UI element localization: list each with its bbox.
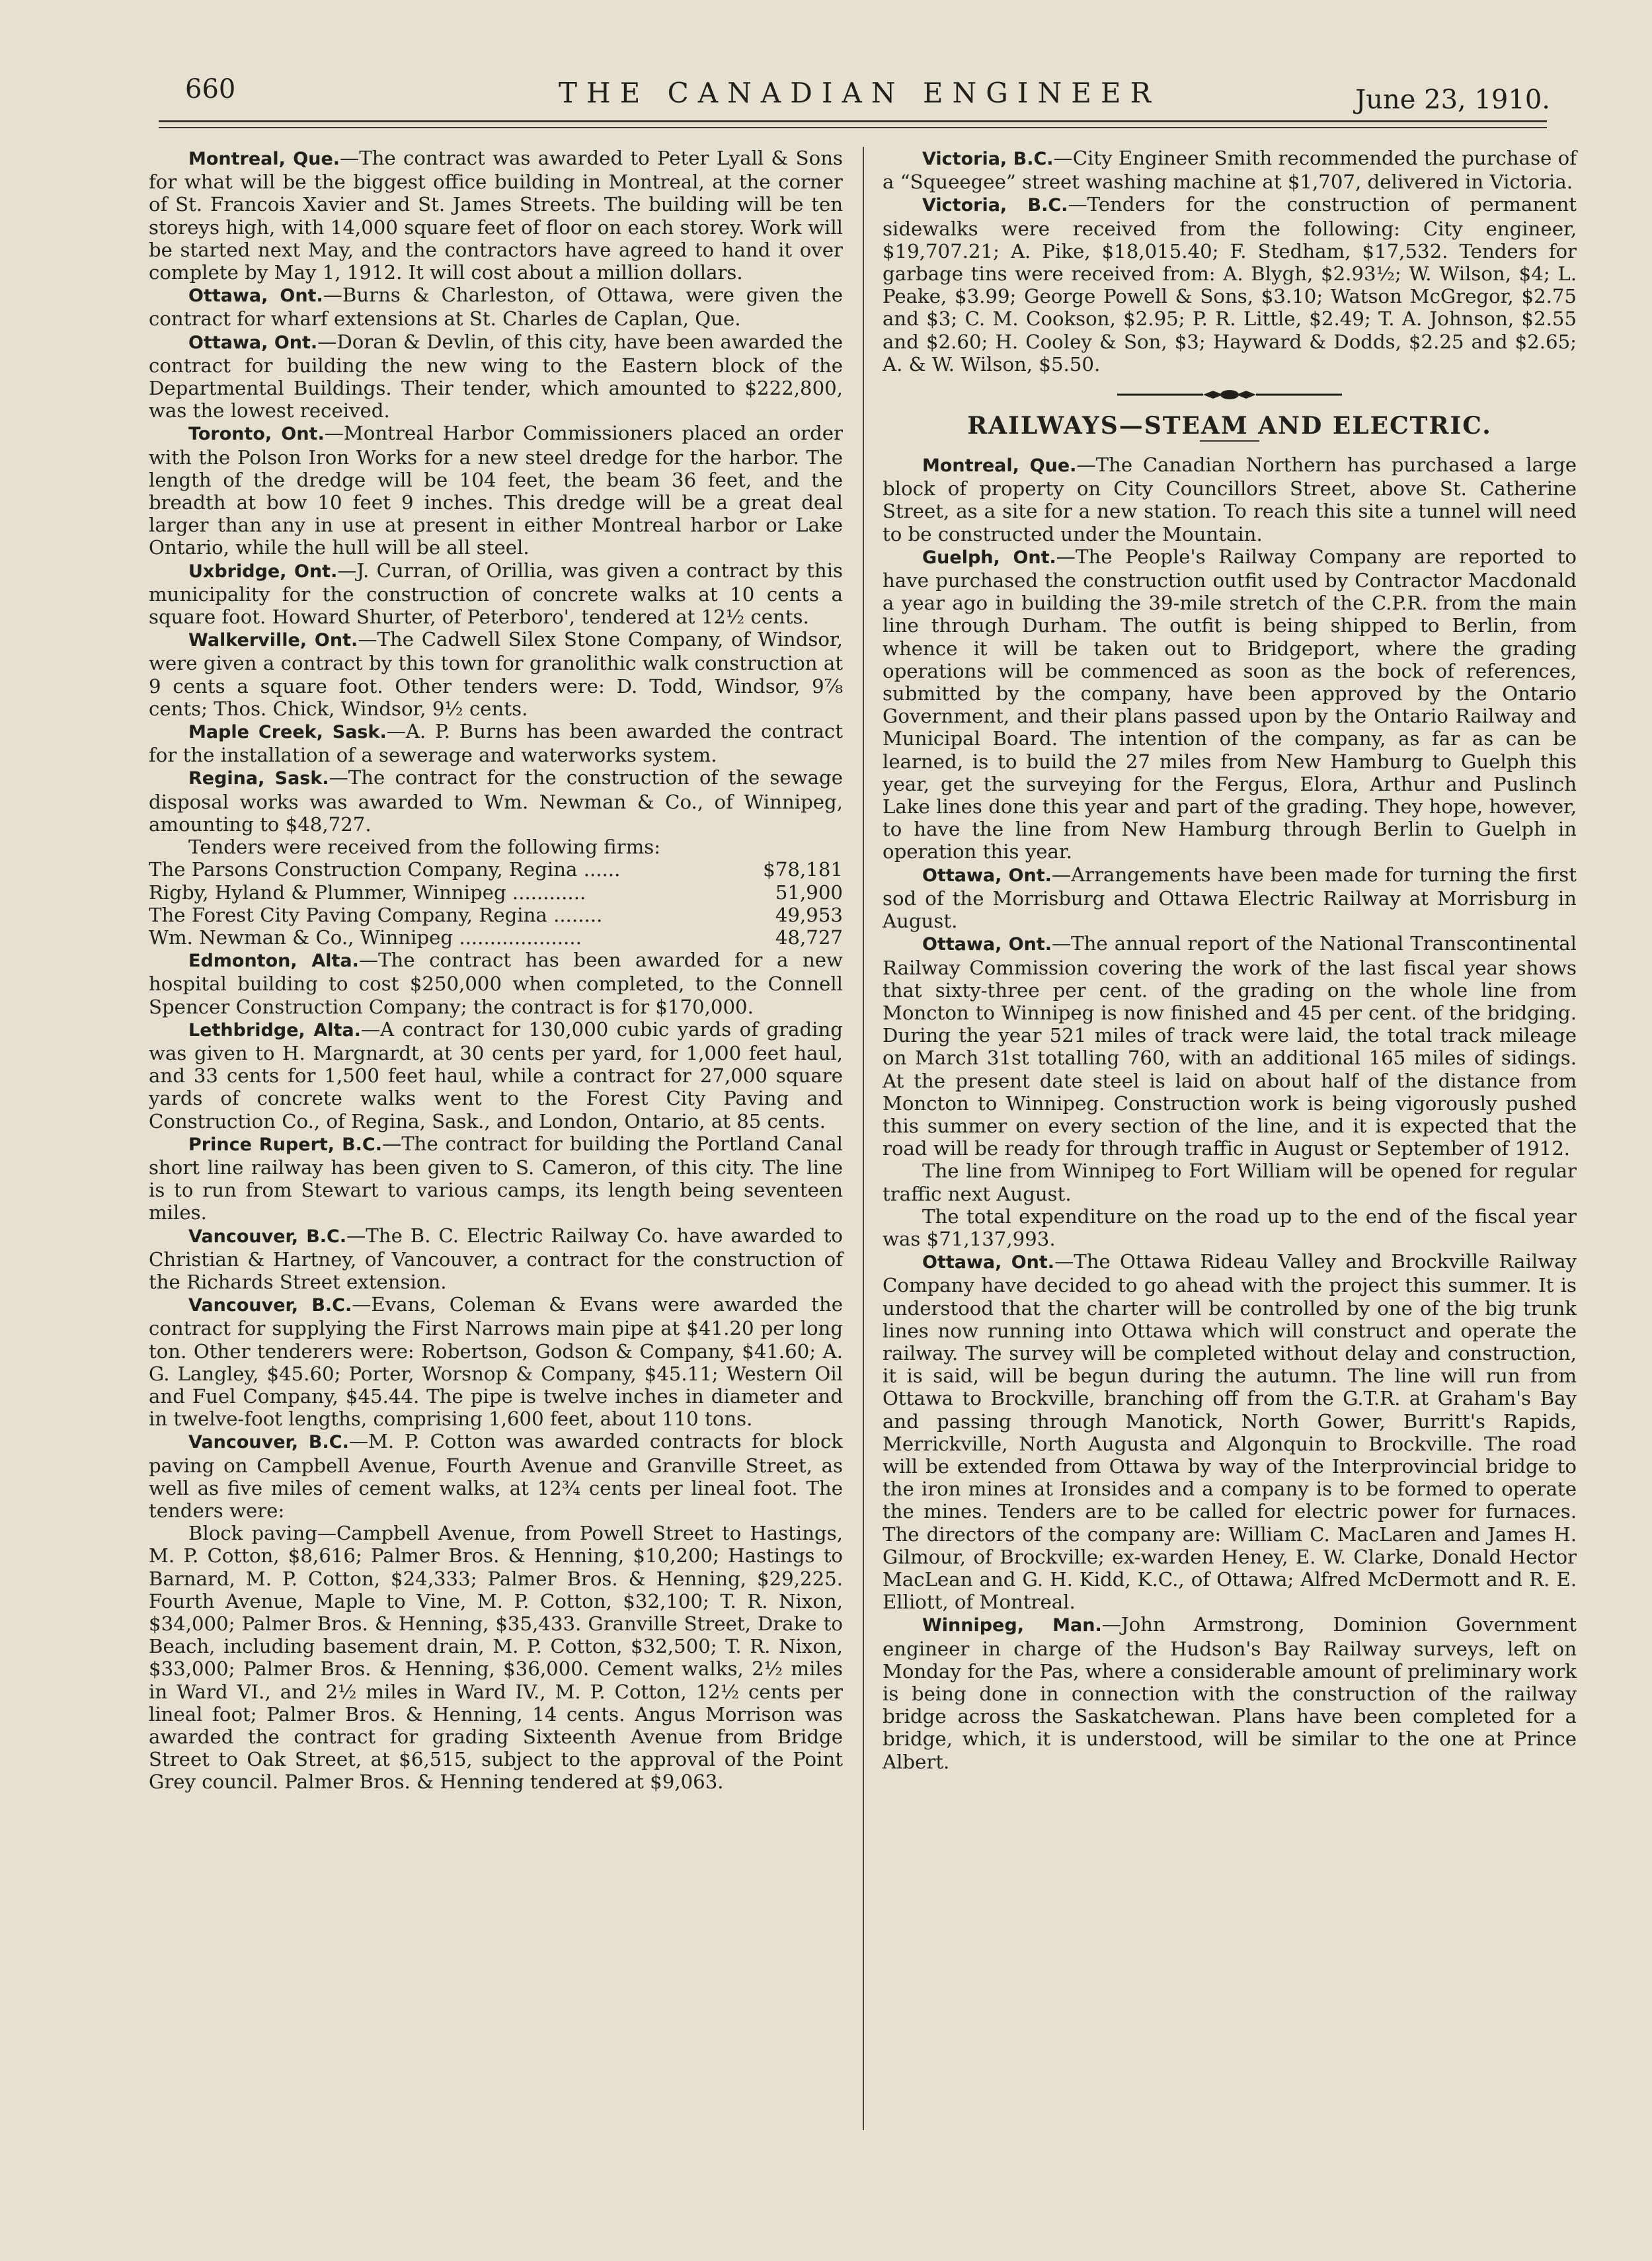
news-item: [149, 628, 843, 720]
item-text: —The contract has been awarded for a new hospital building to cost $250,000 when completed, to the Connell Spencer Construction Company; the contract is for $170,000.: [149, 949, 844, 1018]
item-heading: Vancouver, B.C.: [188, 1432, 349, 1453]
item-text: —The Canadian Northern has purchased a large block of property on City Councillors Street, above St. Catherine Street, as a site for a new station. To reach this site a tunnel will need to be constructed under the Mountain.: [883, 454, 1577, 545]
item-heading: Walkerville, Ont.: [188, 630, 358, 651]
item-heading: Winnipeg, Man.: [922, 1615, 1102, 1636]
news-item: [149, 720, 843, 766]
tender-amount: $78,181: [763, 858, 843, 881]
item-text: —Montreal Harbor Commissioners placed an order with the Polson Iron Works for a new steel dredge for the harbor. The length of the dredge will be 104 feet, the beam 36 feet, and the breadth at bow 10 feet 9 inches. This dredge will be a great deal larger than any in use at present in either Montreal harbor or Lake Ontario, while the hull will be all steel.: [149, 422, 844, 559]
item-text: —J. Curran, of Orillia, was given a contract by this municipality for the construction of concrete walks at 10 cents a square foot. Howard Shurter, of Peterboro', tendered at 12½ cents.: [149, 559, 844, 629]
block-paving-paragraph: Block paving—Campbell Avenue, from Powell Street to Hastings, M. P. Cotton, $8,616; Palmer Bros. & Henning, $10,200; Hastings to Barnard, M. P. Cotton, $24,333; Palmer Bros. & Henning, $29,225. Fourth Avenue, Maple to Vine, M. P. Cotton, $32,100; T. R. Nixon, $34,000; Palmer Bros. & Henning, $35,433. Granville Street, Drake to Beach, including basement drain, M. P. Cotton, $32,500; T. R. Nixon, $33,000; Palmer Bros. & Henning, $36,000. Cement walks, 2½ miles in Ward VI., and 2½ miles in Ward IV., M. P. Cotton, 12½ cents per lineal foot; Palmer Bros. & Henning, 14 cents. Angus Morrison was awarded the contract for grading Sixteenth Avenue from Bridge Street to Oak Street, at $6,515, subject to the approval of the Point Grey council. Palmer Bros. & Henning tendered at $9,063.: [149, 1522, 843, 1794]
item-text: —John Armstrong, Dominion Government engineer in charge of the Hudson's Bay Railway surveys, left on Monday for the Pas, where a considerable amount of preliminary work is being done in connection with the construction of the railway bridge across the Saskatchewan. Plans have been completed for a bridge, which, it is understood, will be similar to the one at Prince Albert.: [883, 1613, 1577, 1773]
item-heading: Uxbridge, Ont.: [188, 561, 338, 582]
item-text: —A. P. Burns has been awarded the contract for the installation of a sewerage and waterworks system.: [149, 720, 843, 767]
section-ornament: [883, 385, 1577, 405]
column-divider: [863, 147, 864, 2130]
item-text: —The contract for building the Portland Canal short line railway has been given to S. Cameron, of this city. The line is to run from Stewart to various camps, its length being seventeen miles.: [149, 1132, 843, 1224]
page-header: [149, 66, 1550, 119]
item-heading: Montreal, Que.: [922, 456, 1077, 477]
journal-title: THE CANADIAN ENGINEER: [559, 77, 1161, 109]
item-heading: Edmonton, Alta.: [188, 951, 359, 972]
tender-row: [149, 926, 843, 949]
item-text: —The Cadwell Silex Stone Company, of Windsor, were given a contract by this town for granolithic walk construction at 9 cents a square foot. Other tenders were: D. Todd, Windsor, 9⅞ cents; Thos. Chick, Windsor, 9½ cents.: [149, 628, 843, 720]
news-item: [149, 147, 843, 284]
news-item: [149, 1293, 843, 1430]
item-text: —The People's Railway Company are reported to have purchased the construction outfit used by Contractor Macdonald a year ago in building the 39-mile stretch of the C.P.R. from the main line through Durham. The outfit is being shipped to Berlin, from whence it will be taken out to Bridgeport, where the grading operations will be commenced as soon as the bock of references, submitted by the company, have been approved by the Ontario Government, and their plans passed upon by the Ontario Railway and Municipal Board. The intention of the company, as far as can be learned, is to build the 27 miles from New Hamburg to Guelph this year, get the surveying for the Fergus, Elora, Arthur and Puslinch Lake lines done this year and part of the grading. They hope, however, to have the line from New Hamburg through Berlin to Guelph in operation this year.: [883, 545, 1577, 863]
item-heading: Toronto, Ont.: [188, 424, 325, 445]
news-item: [149, 422, 843, 559]
tender-amount: 48,727: [775, 926, 843, 949]
news-item: [149, 1018, 843, 1132]
tender-name: The Forest City Paving Company, Regina ........: [149, 903, 603, 926]
item-text: —The contract was awarded to Peter Lyall & Sons for what will be the biggest office building in Montreal, at the corner of St. Francois Xavier and St. James Streets. The building will be ten storeys high, with 14,000 square feet of floor on each storey. Work will be started next May, and the contractors have agreed to hand it over complete by May 1, 1912. It will cost about a million dollars.: [149, 147, 843, 284]
news-item: [883, 863, 1577, 933]
tender-amount: 49,953: [775, 903, 843, 926]
item-text: —The annual report of the National Transcontinental Railway Commission covering the work of the last fiscal year shows that sixty-three per cent. of the grading on the whole line from Moncton to Winnipeg is now finished and 45 per cent. of the bridging. During the year 521 miles of track were laid, the total track mileage on March 31st totalling 760, with an additional 165 miles of sidings. At the present date steel is laid on about half of the distance from Moncton to Winnipeg. Construction work is being vigorously pushed this summer on every section of the line, and it is expected that the road will be ready for through traffic in August or September of 1912.: [883, 932, 1577, 1160]
item-text: —Evans, Coleman & Evans were awarded the contract for supplying the First Narrows main pipe at $41.20 per long ton. Other tenderers were: Robertson, Godson & Company, $41.60; A. G. Langley, $45.60; Porter, Worsnop & Company, $45.11; Western Oil and Fuel Company, $45.44. The pipe is twelve inches in diameter and in twelve-foot lengths, comprising 1,600 feet, about 110 tons.: [149, 1293, 843, 1431]
news-item: [149, 1224, 843, 1294]
item-heading: Ottawa, Ont.: [922, 934, 1052, 955]
item-heading: Lethbridge, Alta.: [188, 1019, 361, 1041]
right-column: [883, 147, 1577, 1773]
item-heading: Ottawa, Ont.: [922, 865, 1052, 886]
left-column: [149, 147, 843, 1794]
tender-row: [149, 904, 843, 926]
item-text: —Doran & Devlin, of this city, have been awarded the contract for building the new wing to the Eastern block of the Departmental Buildings. Their tender, which amounted to $222,800, was the lowest received.: [149, 330, 843, 422]
tender-row: [149, 881, 843, 904]
item-heading: Guelph, Ont.: [922, 547, 1056, 568]
item-text: —M. P. Cotton was awarded contracts for block paving on Campbell Avenue, Fourth Avenue and Granville Street, as well as five miles of cement walks, at 12¾ cents per lineal foot. The tenders were:: [149, 1430, 843, 1522]
tender-row: [149, 858, 843, 881]
item-heading: Montreal, Que.: [188, 149, 340, 169]
news-item: [149, 1132, 843, 1224]
item-heading: Ottawa, Ont.: [188, 286, 323, 307]
news-item: [149, 559, 843, 629]
news-item: [149, 949, 843, 1018]
news-item: [883, 1613, 1577, 1772]
news-item: [883, 545, 1577, 863]
header-rule-double: [159, 127, 1547, 128]
item-text: —A contract for 130,000 cubic yards of grading was given to H. Margnardt, at 30 cents per yard, for 1,000 feet haul, and 33 cents for 1,500 feet haul, while a contract for 27,000 square yards of concrete walks went to the Forest City Paving and Construction Co., of Regina, Sask., and London, Ontario, at 85 cents.: [149, 1017, 843, 1132]
item-text: —Burns & Charleston, of Ottawa, were given the contract for wharf extensions at St. Charles de Caplan, Que.: [149, 284, 843, 331]
news-item: [149, 331, 843, 422]
item-text: —The contract for the construction of the sewage disposal works was awarded to Wm. Newman & Co., of Winnipeg, amounting to $48,727.: [149, 766, 843, 836]
news-item: [883, 147, 1577, 193]
item-text: —The Ottawa Rideau Valley and Brockville Railway Company have decided to go ahead with the project this summer. It is understood that the charter will be controlled by one of the big trunk lines now running into Ottawa which will construct and operate the railway. The survey will be completed without delay and construction, it is said, will be begun during the autumn. The line will run from Ottawa to Brockville, branching off from the G.T.R. at Graham's Bay and passing through Manotick, North Gower, Burritt's Rapids, Merrickville, North Augusta and Algonquin to Brockville. The road will be extended from Ottawa by way of the Interprovincial bridge to the iron mines at Ironsides and a company is to be formed to operate the mines. Tenders are to be called for electric power for furnaces. The directors of the company are: William C. MacLaren and James H. Gilmour, of Brockville; ex-warden Heney, E. W. Clarke, Donald Hector MacLean and G. H. Kidd, K.C., of Ottawa; Alfred McDermott and R. E. Elliott, of Montreal.: [883, 1250, 1577, 1614]
tenders-intro: Tenders were received from the following firms:: [188, 836, 661, 859]
news-item: [149, 284, 843, 330]
paragraph-expenditure: The total expenditure on the road up to the end of the fiscal year was $71,137,993.: [883, 1205, 1577, 1250]
item-text: —Tenders for the construction of permanent sidewalks were received from the following: City engineer, $19,707.21; A. Pike, $18,015.40; F. Stedham, $17,532. Tenders for garbage tins were received from: A. Blygh, $2.93½; W. Wilson, $4; L. Peake, $3.99; George Powell & Sons, $3.10; Watson McGregor, $2.75 and $3; C. M. Cookson, $2.95; P. R. Little, $2.49; T. A. Johnson, $2.55 and $2.60; H. Cooley & Son, $3; Hayward & Dodds, $2.25 and $2.65; A. & W. Wilson, $5.50.: [883, 193, 1577, 376]
issue-date: June 23, 1910.: [1355, 85, 1550, 115]
news-item: [883, 454, 1577, 545]
item-heading: Victoria, B.C.: [922, 149, 1054, 169]
item-heading: Regina, Sask.: [188, 768, 329, 789]
news-item: [149, 1430, 843, 1522]
item-heading: Maple Creek, Sask.: [188, 722, 387, 743]
paragraph-fort-william: The line from Winnipeg to Fort William will be opened for regular traffic next August.: [883, 1160, 1577, 1205]
tender-name: Wm. Newman & Co., Winnipeg ....................: [149, 926, 582, 949]
news-item: [149, 766, 843, 836]
section-title: RAILWAYS—STEAM AND ELECTRIC.: [967, 412, 1492, 440]
tender-name: The Parsons Construction Company, Regina ......: [149, 858, 621, 881]
tender-name: Rigby, Hyland & Plummer, Winnipeg ............: [149, 881, 586, 904]
item-heading: Vancouver, B.C.: [188, 1226, 347, 1247]
tender-amount: 51,900: [775, 881, 843, 904]
item-heading: Ottawa, Ont.: [188, 332, 318, 353]
item-text: —City Engineer Smith recommended the purchase of a “Squeegee” street washing machine at $1,707, delivered in Victoria.: [883, 147, 1577, 194]
item-heading: Vancouver, B.C.: [188, 1295, 352, 1316]
item-heading: Victoria, B.C.: [922, 195, 1068, 216]
item-heading: Ottawa, Ont.: [922, 1252, 1055, 1273]
news-item: [883, 193, 1577, 376]
item-text: —The B. C. Electric Railway Co. have awarded to Christian & Hartney, of Vancouver, a contract for the construction of the Richards Street extension.: [149, 1224, 843, 1293]
item-heading: Prince Rupert, B.C.: [188, 1134, 382, 1155]
news-item: [883, 1250, 1577, 1613]
item-text: —Arrangements have been made for turning the first sod of the Morrisburg and Ottawa Electric Railway at Morrisburg in August.: [883, 863, 1577, 933]
section-rule: [1200, 440, 1259, 442]
page-number: 660: [185, 74, 236, 104]
header-rule: [159, 120, 1547, 122]
news-item: [883, 932, 1577, 1160]
